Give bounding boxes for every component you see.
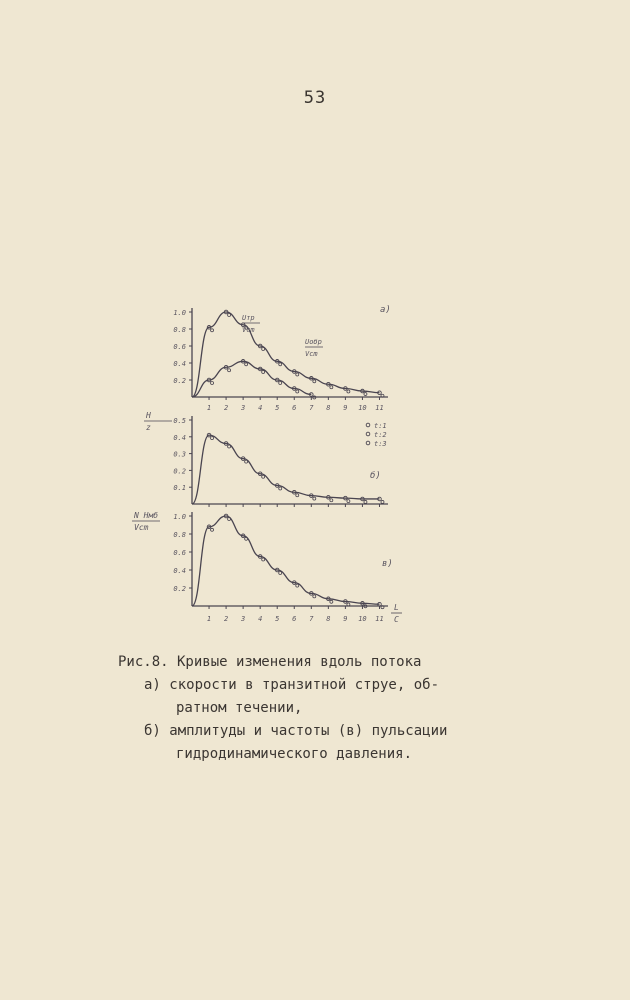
panel-1-xtick-label: 10 <box>358 404 367 412</box>
panel-3-label: в) <box>382 559 393 569</box>
panel-2-ytick-label: 0.3 <box>173 450 186 459</box>
panel-3-series-1-point <box>330 600 333 603</box>
figure-caption <box>118 651 518 766</box>
page-number: 53 <box>303 88 327 108</box>
panel-1-label: а) <box>380 305 391 315</box>
panel-2-series-1-point <box>245 460 248 463</box>
panel-1-series-1-point <box>279 363 282 366</box>
panel-1-xtick-label: 8 <box>326 404 331 412</box>
panel-3-ytick-label: 1.0 <box>173 513 186 521</box>
panel-2-series-1-point <box>381 500 384 503</box>
panel-2-series-1-point <box>279 487 282 490</box>
panel-2-legend-marker <box>366 441 370 445</box>
panel-3-series-1-curve <box>192 516 379 606</box>
panel-2-ytick-label: 0.2 <box>173 467 186 476</box>
panel-2-ylabel-den: z <box>146 423 151 432</box>
panel-1-series-2-point <box>262 370 265 373</box>
caption-line-2: а) скорости в транзитной струе, об- <box>144 677 440 693</box>
panel-3-series-1-point <box>296 584 299 587</box>
caption-line-3: ратном течении, <box>176 700 303 716</box>
panel-1-series-1-point <box>347 390 350 393</box>
panel-2-series-1-point <box>330 499 333 502</box>
panel-3-xlabel-den: C <box>394 615 399 624</box>
panel-1-series-1-point <box>296 373 299 376</box>
panel-1-series-2-point <box>245 363 248 366</box>
panel-3-xtick-label: 8 <box>326 615 331 623</box>
panel-3-series-1-point <box>211 528 214 531</box>
panel-3-xtick-label: 10 <box>358 615 367 623</box>
panel-1-series-2-label-den: Vcm <box>305 350 318 358</box>
panel-3-ytick-label: 0.8 <box>173 531 186 539</box>
panel-2-ytick-label: 0.4 <box>173 433 186 442</box>
panel-2-series-1-point <box>211 437 214 440</box>
panel-2-ytick-label: 0.1 <box>173 484 186 493</box>
panel-2-series-1-point <box>313 497 316 500</box>
panel-1-ytick-label: 0.6 <box>173 343 186 351</box>
panel-3-xtick-label: 7 <box>309 615 314 623</box>
panel-3-xtick-label: 6 <box>292 615 297 623</box>
panel-3-ylabel-den: Vcm <box>134 523 149 532</box>
panel-3-xtick-label: 11 <box>375 615 384 623</box>
panel-1-series-2-point <box>228 369 231 372</box>
panel-2-legend-label: t:2 <box>374 431 387 439</box>
panel-2-series-1-point <box>296 494 299 497</box>
panel-3-xtick-label: 4 <box>258 615 263 623</box>
panel-2-series-1-point <box>364 500 367 503</box>
panel-1-xtick-label: 6 <box>292 404 297 412</box>
panel-2-ylabel-num: H <box>146 411 151 420</box>
panel-1-xtick-label: 9 <box>343 404 348 412</box>
panel-3-series-1-point <box>245 537 248 540</box>
panel-1-series-1-point <box>364 393 367 396</box>
panel-2-legend-label: t:3 <box>374 440 387 448</box>
panel-1-xtick-label: 1 <box>206 404 212 412</box>
panel-1-series-2-curve <box>192 361 311 397</box>
caption-line-4: б) амплитуды и частоты (в) пульсации <box>144 723 448 739</box>
panel-3-series-1-point <box>279 572 282 575</box>
panel-1-xtick-label: 7 <box>309 404 314 412</box>
panel-1-series-1-point <box>262 348 265 351</box>
panel-3-series-1-point <box>262 558 265 561</box>
panel-2-label: б) <box>370 471 381 481</box>
panel-1-series-2-point <box>296 390 299 393</box>
panel-2-series-1-curve <box>192 435 379 504</box>
panel-1-series-1-point <box>228 314 231 317</box>
panel-2-series-1-point <box>228 445 231 448</box>
panel-1-xtick-label: 11 <box>375 404 384 412</box>
panel-1-series-1-point <box>313 380 316 383</box>
panel-3-ytick-label: 0.4 <box>173 567 186 575</box>
panel-2-series-1-point <box>347 500 350 503</box>
panel-1-ytick-label: 0.4 <box>173 360 186 368</box>
panel-1-series-1-point <box>211 329 214 332</box>
panel-2-legend-marker <box>366 432 370 436</box>
panel-1-xtick-label: 2 <box>223 404 229 412</box>
panel-2-legend-marker <box>366 423 370 427</box>
panel-2-legend-label: t:1 <box>374 422 387 430</box>
panel-1-xtick-label: 5 <box>275 404 280 412</box>
panel-3-xtick-label: 9 <box>343 615 348 623</box>
caption-line-5: гидродинамического давления. <box>176 746 413 762</box>
panel-1-ytick-label: 0.8 <box>173 326 186 334</box>
panel-2-ytick-label: 0.5 <box>173 417 186 425</box>
panel-3-xlabel-num: L <box>394 603 399 612</box>
panel-3-ylabel-num: N Hмб <box>134 511 159 520</box>
panel-3-xtick-label: 5 <box>275 615 280 623</box>
panel-3-xtick-label: 1 <box>206 615 212 623</box>
panel-3-ytick-label: 0.6 <box>173 549 186 557</box>
panel-3-ytick-label: 0.2 <box>173 585 186 593</box>
panel-3-xtick-label: 3 <box>241 615 246 623</box>
panel-1-series-1-label-num: Uтр <box>242 314 255 322</box>
panel-1-xtick-label: 4 <box>258 404 263 412</box>
panel-2-series-1-point <box>262 475 265 478</box>
panel-1-series-1-point <box>330 386 333 389</box>
panel-1-ytick-label: 0.2 <box>173 377 186 385</box>
panel-1-xtick-label: 3 <box>241 404 246 412</box>
panel-1-series-1-label-den: Vcm <box>242 326 255 334</box>
panel-1-series-2-label-num: Uобр <box>305 338 322 346</box>
panel-3-xtick-label: 2 <box>223 615 229 623</box>
panel-1-series-2-point <box>211 382 214 385</box>
panel-1-ytick-label: 1.0 <box>173 309 186 317</box>
panel-3-series-1-point <box>313 595 316 598</box>
caption-line-1: Рис.8. Кривые изменения вдоль потока <box>118 654 422 670</box>
panel-1-series-2-point <box>279 382 282 385</box>
